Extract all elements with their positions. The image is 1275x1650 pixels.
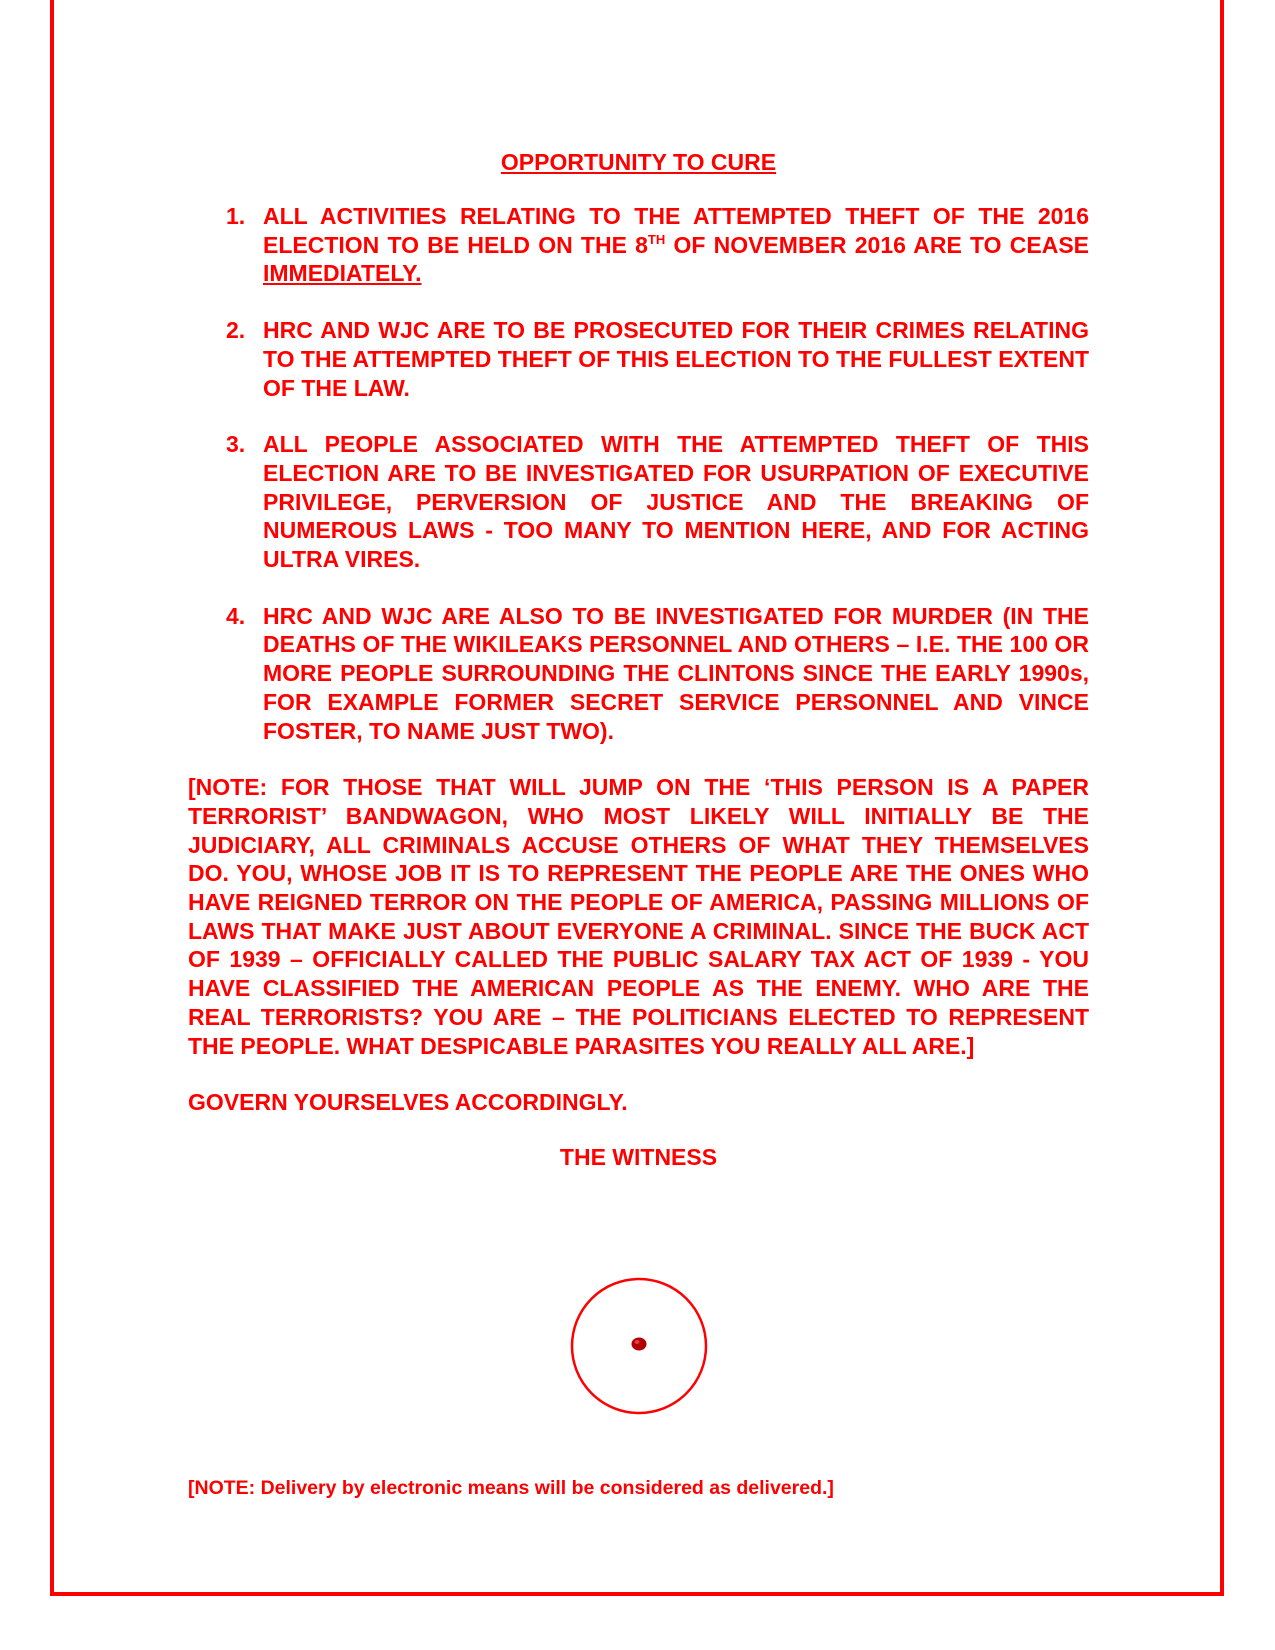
- demand-text-part: ALL ACTIVITIES RELATING TO THE ATTEMPTED THEFT OF THE 2016 ELECTION TO BE HELD ON THE 8: [263, 203, 1089, 258]
- demands-list: [188, 202, 1089, 745]
- demand-text: HRC AND WJC ARE ALSO TO BE INVESTIGATED FOR MURDER (IN THE DEATHS OF THE WIKILEAKS PERSONNEL AND OTHERS – I.E. THE 100 OR MORE PEOPLE SURROUNDING THE CLINTONS SINCE THE EARLY 1990s, FOR EXAMPLE FORMER SECRET SERVICE PERSONNEL AND VINCE FOSTER, TO NAME JUST TWO).: [263, 602, 1089, 744]
- seal-circle-icon: [570, 1277, 708, 1415]
- demand-text-part: OF NOVEMBER 2016 ARE TO CEASE: [665, 231, 1090, 258]
- closing-line: GOVERN YOURSELVES ACCORDINGLY.: [188, 1089, 628, 1116]
- demand-number: 3.: [226, 431, 246, 458]
- demand-text: ALL PEOPLE ASSOCIATED WITH THE ATTEMPTED THEFT OF THIS ELECTION ARE TO BE INVESTIGATED FOR USURPATION OF EXECUTIVE PRIVILEGE, PERVERSION OF JUSTICE AND THE BREAKING OF NUMEROUS LAWS - TOO MANY TO MENTION HERE, AND FOR ACTING ULTRA VIRES.: [263, 431, 1089, 573]
- document-body: [188, 148, 1089, 1171]
- emphasis-underlined: IMMEDIATELY.: [263, 260, 422, 287]
- seal-dot-icon: [632, 1338, 647, 1351]
- document-title: OPPORTUNITY TO CURE: [500, 149, 777, 175]
- demand-text: HRC AND WJC ARE TO BE PROSECUTED FOR THEIR CRIMES RELATING TO THE ATTEMPTED THEFT OF THIS ELECTION TO THE FULLEST EXTENT OF THE LAW.: [263, 317, 1089, 401]
- ordinal-suffix: TH: [647, 231, 666, 247]
- footer-note: [NOTE: Delivery by electronic means will be considered as delivered.]: [188, 1477, 834, 1499]
- demand-text: [263, 203, 1089, 286]
- demand-number: 2.: [226, 317, 246, 344]
- signature-name: THE WITNESS: [559, 1143, 718, 1170]
- demand-number: 4.: [226, 602, 246, 629]
- demand-item-4: [188, 602, 1089, 746]
- note-paragraph: [NOTE: FOR THOSE THAT WILL JUMP ON THE ‘THIS PERSON IS A PAPER TERRORIST’ BANDWAGON, WHO MOST LIKELY WILL INITIALLY BE THE JUDICIARY, ALL CRIMINALS ACCUSE OTHERS OF WHAT THEY THEMSELVES DO. YOU, WHOSE JOB IT IS TO REPRESENT THE PEOPLE ARE THE ONES WHO HAVE REIGNED TERROR ON THE PEOPLE OF AMERICA, PASSING MILLIONS OF LAWS THAT MAKE JUST ABOUT EVERYONE A CRIMINAL. SINCE THE BUCK ACT OF 1939 – OFFICIALLY CALLED THE PUBLIC SALARY TAX ACT OF 1939 - YOU HAVE CLASSIFIED THE AMERICAN PEOPLE AS THE ENEMY. WHO ARE THE REAL TERRORISTS? YOU ARE – THE POLITICIANS ELECTED TO REPRESENT THE PEOPLE. WHAT DESPICABLE PARASITES YOU REALLY ALL ARE.]: [188, 774, 1089, 1059]
- demand-item-2: [188, 316, 1089, 402]
- demand-number: 1.: [226, 203, 246, 229]
- demand-item-1: [188, 202, 1089, 288]
- demand-item-3: [188, 430, 1089, 574]
